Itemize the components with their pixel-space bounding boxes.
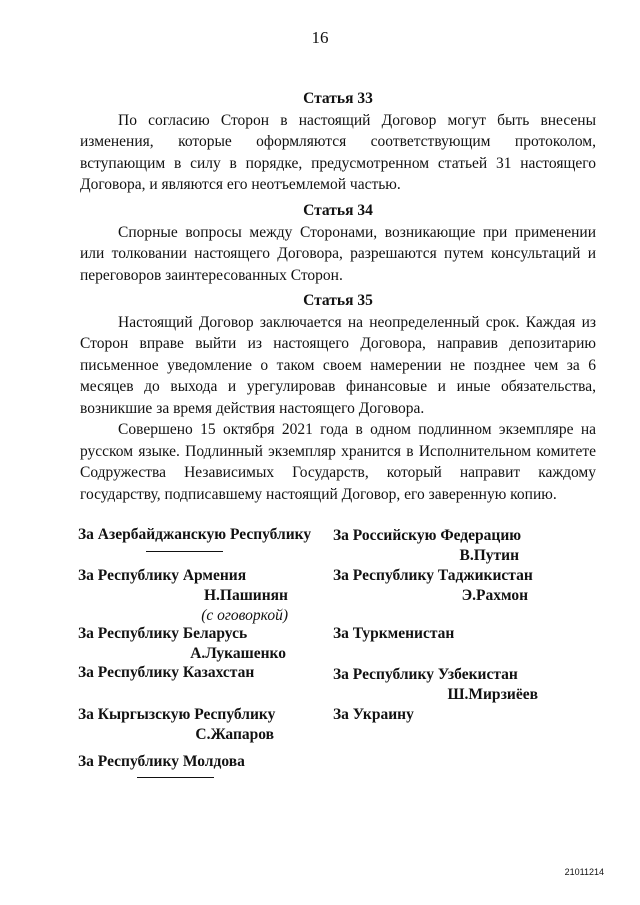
signature-turkmenistan [333,624,454,644]
closing-paragraph: Совершено 15 октября 2021 года в одном подлинном экземпляре на русском языке. Подлинный экземпляр хранится в Исполнительном комитете Содружества Независимых Государств, который направит каждому государству, подписавшему настоящий Договор, его заверенную копию. [80,421,596,503]
signature-note: (с оговоркой) [201,607,288,624]
signature-ukraine [333,705,414,725]
signer-name: Ш.Мирзиёев [447,686,538,703]
signature-line [146,551,223,552]
signature-moldova [78,752,245,772]
signature-tajikistan [333,566,533,606]
article-33 [80,88,596,196]
signature-azerbaijan [78,525,311,545]
signature-line [137,777,214,778]
signature-party: За Республику Узбекистан [333,666,518,683]
article-text: По согласию Сторон в настоящий Договор могут быть внесены изменения, которые оформляются соответствующим протоколом, вступающим в силу в порядке, предусмотренном статьей 31 настоящего Договора, и являются его неотъемлемой частью. [80,111,596,193]
signature-party: За Азербайджанскую Республику [78,526,312,543]
signature-party: За Украину [333,706,414,723]
signer-name: С.Жапаров [195,726,274,743]
page-number: 16 [311,28,329,47]
signature-party: За Республику Беларусь [78,625,248,642]
signature-party: За Туркменистан [333,625,455,642]
signature-party: За Российскую Федерацию [333,527,522,544]
signer-name: Э.Рахмон [461,587,528,604]
signature-kyrgyzstan [78,705,274,745]
signature-kazakhstan [78,663,254,683]
signature-party: За Кыргызскую Республику [78,706,276,723]
article-35 [80,290,596,419]
signer-name: Н.Пашинян [203,587,288,604]
article-text: Настоящий Договор заключается на неопределенный срок. Каждая из Сторон вправе выйти из настоящего Договора, направив депозитарию письменное уведомление о таком своем намерении не позднее чем за 6 месяцев до выхода и урегулировав финансовые и иные обязательства, возникшие за время действия настоящего Договора. [80,313,596,417]
signature-party: За Республику Казахстан [78,664,255,681]
signer-name: А.Лукашенко [190,645,286,662]
article-title: Статья 34 [303,202,373,219]
article-text: Спорные вопросы между Сторонами, возникающие при применении или толковании настоящего Договора, разрешаются путем консультаций и переговоров заинтересованных Сторон. [80,223,596,284]
article-title: Статья 35 [303,292,373,309]
signer-name: В.Путин [459,547,519,564]
signature-party: За Республику Таджикистан [333,567,533,584]
signature-uzbekistan [333,665,538,705]
article-title: Статья 33 [303,90,373,107]
signature-russia [333,526,522,566]
signature-party: За Республику Молдова [78,753,245,770]
article-34 [80,200,596,286]
signature-party: За Республику Армения [78,567,247,584]
signature-belarus [78,624,286,664]
document-code: 21011214 [564,867,604,877]
signature-armenia [78,566,288,626]
